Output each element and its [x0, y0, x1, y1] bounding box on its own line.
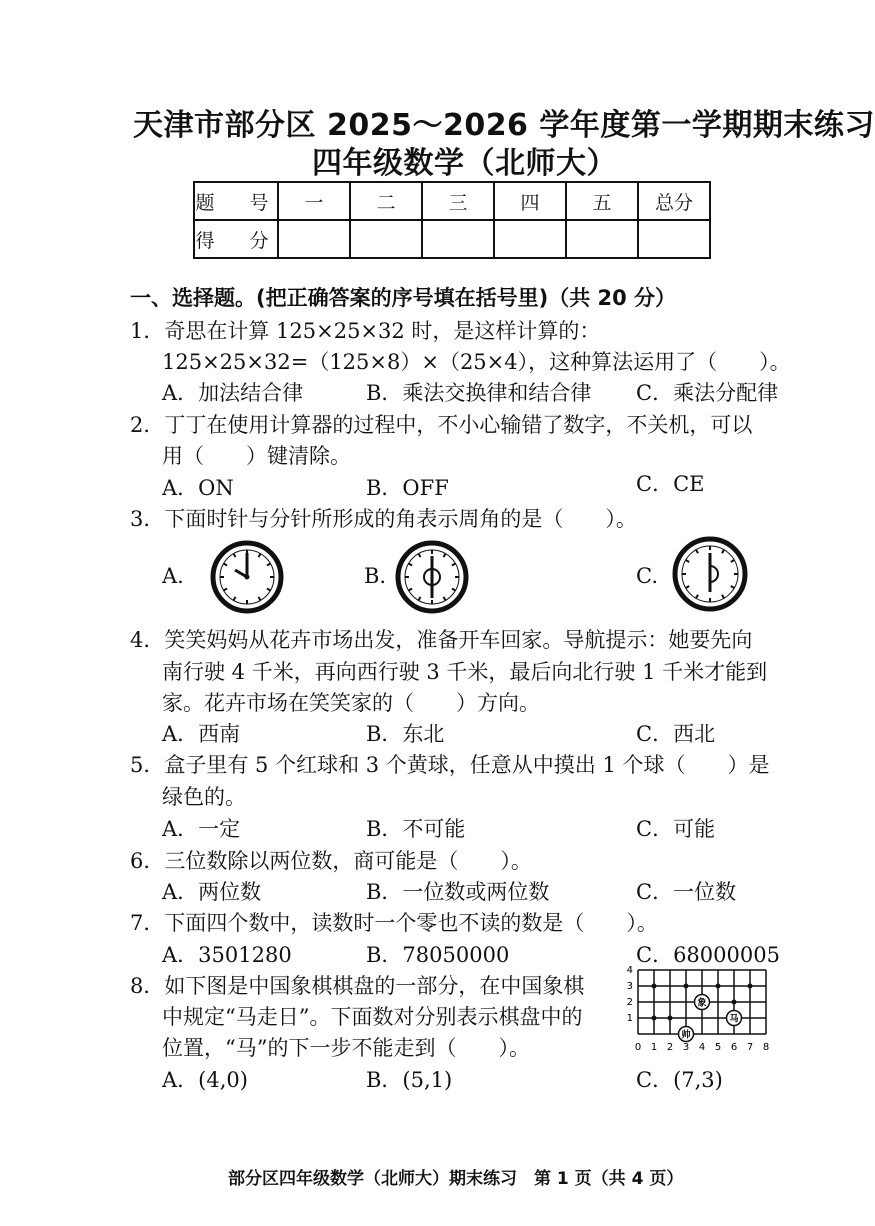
- question-text: 位置，“马”的下一步不能走到（ ）。: [162, 1036, 530, 1060]
- board-y-label: 2: [626, 997, 633, 1008]
- board-y-label: 4: [626, 965, 633, 976]
- question-text: 用（ ）键清除。: [162, 444, 351, 468]
- score-table: [193, 181, 711, 259]
- option-b[interactable]: B．(5,1): [366, 1068, 453, 1092]
- option-a[interactable]: A．加法结合律: [162, 381, 304, 405]
- question-text: 8．如下图是中国象棋棋盘的一部分，在中国象棋: [130, 974, 585, 998]
- question-text: 南行驶 4 千米，再向西行驶 3 千米，最后向北行驶 1 千米才能到: [162, 660, 768, 684]
- board-x-label: 2: [666, 1042, 674, 1053]
- score-input-cell[interactable]: [350, 220, 422, 258]
- option-c[interactable]: C．西北: [636, 722, 716, 746]
- board-dot: [652, 984, 657, 989]
- option-b[interactable]: B．一位数或两位数: [366, 880, 550, 904]
- score-table-header-row: [194, 182, 710, 220]
- option-a[interactable]: A．(4,0): [162, 1068, 248, 1092]
- option-c[interactable]: C．CE: [636, 472, 705, 496]
- board-x-label: 0: [634, 1042, 642, 1053]
- option-a[interactable]: A．3501280: [162, 943, 292, 967]
- board-x-label: 6: [730, 1042, 738, 1053]
- chess-piece-label: 马: [729, 1014, 739, 1025]
- option-a[interactable]: A．西南: [162, 722, 241, 746]
- score-input-cell[interactable]: [494, 220, 566, 258]
- chess-piece-label: 象: [697, 998, 707, 1009]
- chess-piece-label: 帅: [681, 1030, 691, 1041]
- question-text: 6．三位数除以两位数，商可能是（ ）。: [130, 849, 532, 873]
- question-text: 中规定“马走日”。下面数对分别表示棋盘中的: [162, 1005, 583, 1029]
- board-x-label: 7: [746, 1042, 754, 1053]
- option-c[interactable]: C．(7,3): [636, 1068, 723, 1092]
- option-c[interactable]: C.: [636, 564, 658, 588]
- board-x-label: 1: [650, 1042, 658, 1053]
- board-dot: [684, 984, 689, 989]
- option-c[interactable]: C．可能: [636, 817, 716, 841]
- option-b[interactable]: B．78050000: [366, 943, 510, 967]
- board-x-label: 3: [682, 1042, 690, 1053]
- score-cell: 五: [566, 182, 638, 220]
- board-dot: [716, 984, 721, 989]
- clock-face-icon[interactable]: [672, 536, 748, 612]
- option-b[interactable]: B．OFF: [366, 476, 449, 500]
- score-cell: 题 号: [194, 182, 278, 220]
- question-text: 7．下面四个数中，读数时一个零也不读的数是（ ）。: [130, 911, 658, 935]
- clock-face-icon[interactable]: [395, 540, 469, 614]
- option-c[interactable]: C．一位数: [636, 880, 737, 904]
- score-input-cell[interactable]: [278, 220, 350, 258]
- score-cell: 三: [422, 182, 494, 220]
- question-text: 家。花卉市场在笑笑家的（ ）方向。: [162, 691, 540, 715]
- board-dot: [652, 1016, 657, 1021]
- question-text: 3．下面时针与分针所形成的角表示周角的是（ ）。: [130, 507, 637, 531]
- option-a[interactable]: A．ON: [162, 476, 234, 500]
- score-input-cell[interactable]: [422, 220, 494, 258]
- board-dot: [668, 1016, 673, 1021]
- clock-face-icon[interactable]: [210, 540, 284, 614]
- board-y-label: 1: [626, 1013, 633, 1024]
- score-cell: 得 分: [194, 220, 278, 258]
- question-text: 绿色的。: [162, 785, 246, 809]
- question-text: 125×25×32=（125×8）×（25×4），这种算法运用了（ ）。: [162, 350, 791, 374]
- option-b[interactable]: B.: [364, 564, 387, 588]
- page-subtitle: 四年级数学（北师大）: [312, 146, 617, 181]
- board-dot: [748, 984, 753, 989]
- board-x-label: 8: [762, 1042, 770, 1053]
- option-a[interactable]: A.: [162, 564, 184, 588]
- score-cell: 总分: [638, 182, 710, 220]
- chessboard-figure: [628, 964, 778, 1058]
- option-b[interactable]: B．东北: [366, 722, 445, 746]
- page-title: 天津市部分区 2025～2026 学年度第一学期期末练习: [133, 108, 875, 143]
- option-b[interactable]: B．乘法交换律和结合律: [366, 381, 592, 405]
- score-table-score-row: [194, 220, 710, 258]
- board-y-label: 3: [626, 981, 633, 992]
- question-text: 2．丁丁在使用计算器的过程中，不小心输错了数字，不关机，可以: [130, 413, 753, 437]
- board-x-label: 4: [698, 1042, 706, 1053]
- page-footer: 部分区四年级数学（北师大）期末练习 第 1 页（共 4 页）: [228, 1169, 684, 1189]
- board-x-label: 5: [714, 1042, 722, 1053]
- question-text: 5．盒子里有 5 个红球和 3 个黄球，任意从中摸出 1 个球（ ）是: [130, 753, 770, 777]
- score-cell: 一: [278, 182, 350, 220]
- option-c[interactable]: C．68000005: [636, 943, 780, 967]
- option-a[interactable]: A．一定: [162, 817, 241, 841]
- question-text: 1．奇思在计算 125×25×32 时，是这样计算的：: [130, 319, 601, 343]
- board-dot: [732, 1000, 737, 1005]
- score-input-cell[interactable]: [638, 220, 710, 258]
- score-cell: 四: [494, 182, 566, 220]
- option-b[interactable]: B．不可能: [366, 817, 466, 841]
- score-cell: 二: [350, 182, 422, 220]
- option-a[interactable]: A．两位数: [162, 880, 262, 904]
- option-c[interactable]: C．乘法分配律: [636, 381, 779, 405]
- section-heading: 一、选择题。(把正确答案的序号填在括号里)（共 20 分）: [130, 286, 677, 310]
- question-text: 4．笑笑妈妈从花卉市场出发，准备开车回家。导航提示：她要先向: [130, 628, 753, 652]
- score-input-cell[interactable]: [566, 220, 638, 258]
